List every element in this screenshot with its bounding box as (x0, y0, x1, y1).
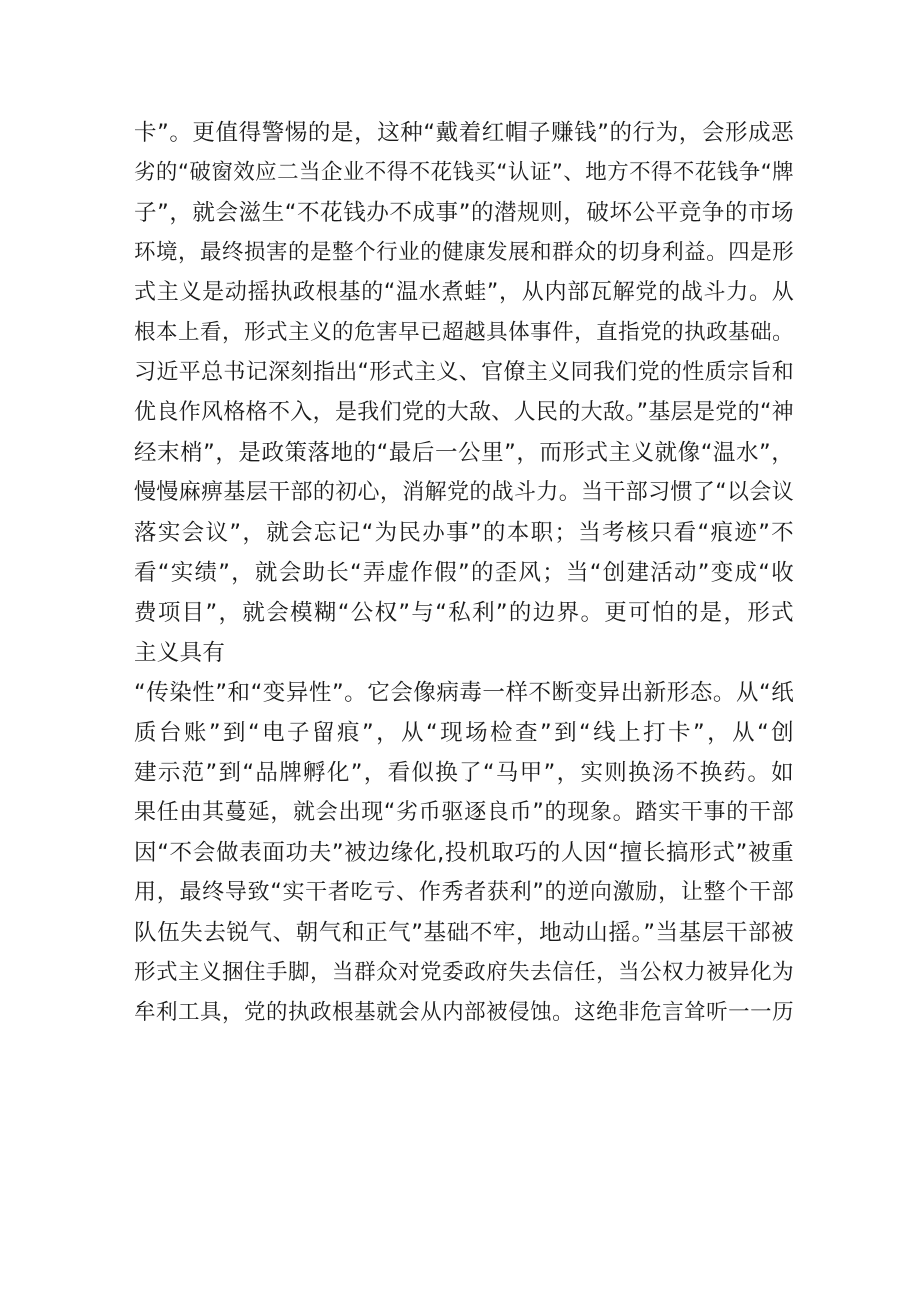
text-line: 落实会议”，就会忘记“为民办事”的本职；当考核只看“痕迹”不 (134, 520, 794, 546)
text-line: 经末梢”，是政策落地的“最后一公里”，而形式主义就像“温水”， (134, 440, 794, 466)
text-line: 环境，最终损害的是整个行业的健康发展和群众的切身利益。四是形 (134, 240, 794, 265)
text-line: 式主义是动摇执政根基的“温水煮蛙”，从内部瓦解党的战斗力。从 (134, 280, 794, 305)
text-line: 用，最终导致“实干者吃亏、作秀者获利”的逆向激励，让整个干部 (134, 880, 794, 905)
body-text (134, 113, 794, 1033)
text-line: 质台账”到“电子留痕”，从“现场检查”到“线上打卡”，从“创 (134, 720, 794, 746)
text-line: 费项目”，就会模糊“公权”与“私利”的边界。更可怕的是，形式 (134, 600, 794, 626)
text-line: “传染性”和“变异性”。它会像病毒一样不断变异出新形态。从“纸 (134, 680, 794, 706)
text-line: 根本上看，形式主义的危害早已超越具体事件，直指党的执政基础。 (134, 320, 794, 345)
text-line: 建示范”到“品牌孵化”，看似换了“马甲”，实则换汤不换药。如 (134, 760, 794, 786)
text-line: 果任由其蔓延，就会出现“劣币驱逐良币”的现象。踏实干事的干部 (134, 800, 794, 825)
text-line: 主义具有 (134, 640, 226, 666)
text-line: 习近平总书记深刻指出“形式主义、官僚主义同我们党的性质宗旨和 (134, 360, 794, 385)
text-line: 看“实绩”，就会助长“弄虚作假”的歪风；当“创建活动”变成“收 (134, 560, 794, 586)
text-line: 因“不会做表面功夫”被边缘化,投机取巧的人因“擅长搞形式”被重 (134, 840, 794, 866)
text-line: 劣的“破窗效应二当企业不得不花钱买“认证”、地方不得不花钱争“牌 (134, 160, 794, 185)
text-line: 子”，就会滋生“不花钱办不成事”的潜规则，破坏公平竞争的市场 (134, 200, 794, 226)
text-line: 形式主义捆住手脚，当群众对党委政府失去信任，当公权力被异化为 (134, 960, 794, 985)
text-line: 慢慢麻痹基层干部的初心，消解党的战斗力。当干部习惯了“以会议 (134, 480, 794, 505)
text-line: 优良作风格格不入，是我们党的大敌、人民的大敌。”基层是党的“神 (134, 400, 794, 425)
text-line: 卡”。更值得警惕的是，这种“戴着红帽子赚钱”的行为，会形成恶 (134, 120, 794, 146)
text-line: 牟利工具，党的执政根基就会从内部被侵蚀。这绝非危言耸听一一历 (134, 1000, 794, 1025)
text-line: 队伍失去锐气、朝气和正气”基础不牢，地动山摇。”当基层干部被 (134, 920, 794, 946)
